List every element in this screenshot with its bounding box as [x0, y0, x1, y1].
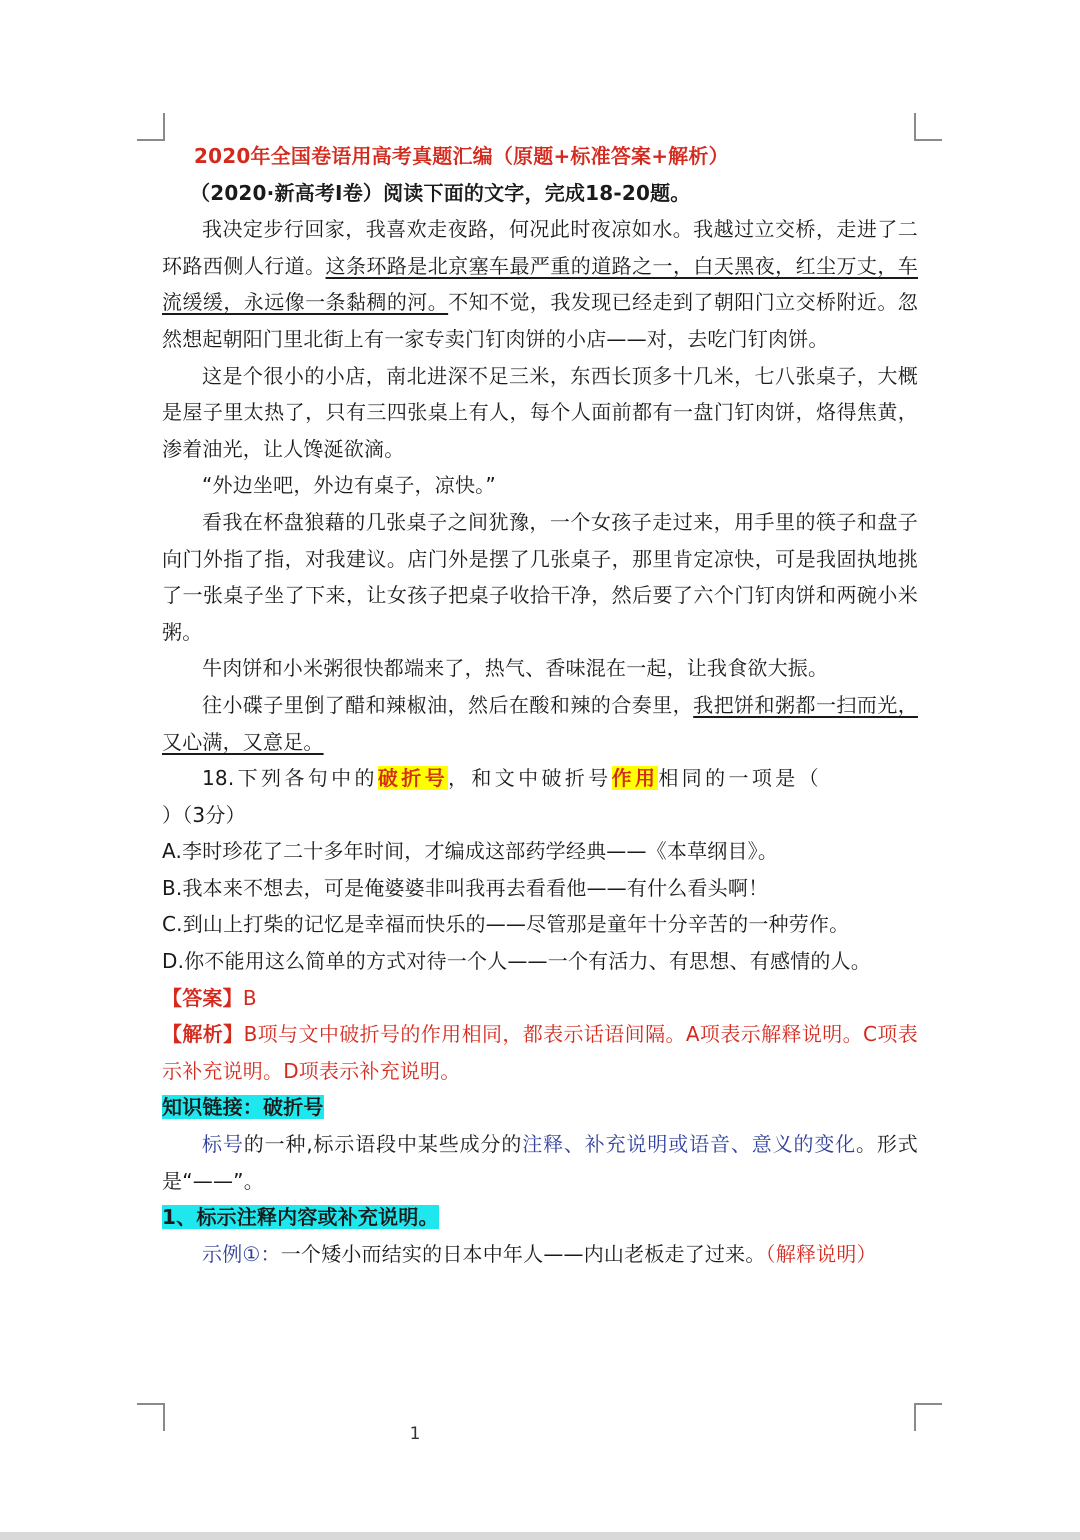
example-1 — [162, 1236, 918, 1273]
example-note: （解释说明） — [765, 1241, 877, 1266]
document-title: 2020年全国卷语用高考真题汇编（原题+标准答案+解析） — [194, 144, 729, 168]
passage-p1-text-a: 我决定步行回家，我喜欢走夜路，何况此时夜凉如水。我越过立交桥，走进了二环路西侧人行道。 — [162, 217, 918, 278]
option-a: A.李时珍花了二十多年时间，才编成这部药学经典——《本草纲目》。 — [162, 839, 779, 864]
page-bottom-edge — [0, 1532, 1080, 1540]
example-text: 一个矮小而结实的日本中年人——内山老板走了过来。 — [280, 1241, 766, 1266]
definition-term-2: 注释、补充说明或语音、意义的变化 — [522, 1132, 857, 1157]
page-number: 1 — [409, 1424, 421, 1444]
definition-text-2: 。形式是“——”。 — [162, 1132, 918, 1193]
question-18 — [162, 760, 918, 833]
passage-paragraph-1 — [162, 211, 918, 357]
passage-paragraph-5: 牛肉饼和小米粥很快都端来了，热气、香味混在一起，让我食欲大振。 — [202, 656, 829, 681]
option-d: D.你不能用这么简单的方式对待一个人——一个有活力、有思想、有感情的人。 — [162, 949, 871, 974]
passage-p1-underlined: 这条环路是北京塞车最严重的道路之一，白天黑夜，红尘万丈，车流缓缓，永远像一条黏稠的河。 — [162, 253, 918, 315]
question-highlight-2: 作用 — [611, 766, 659, 791]
document-subtitle: （2020·新高考Ⅰ卷）阅读下面的文字，完成18-20题。 — [190, 180, 691, 205]
knowledge-definition — [162, 1126, 918, 1199]
analysis-paragraph — [162, 1016, 918, 1089]
question-suffix: ）（3分） — [162, 802, 246, 827]
option-b: B.我本来不想去，可是俺婆婆非叫我再去看看他——有什么看头啊！ — [162, 875, 769, 900]
passage-p6-underlined: 我把饼和粥都一扫而光，又心满，又意足。 — [162, 692, 918, 754]
option-c: C.到山上打柴的记忆是幸福而快乐的——尽管那是童年十分辛苦的一种劳作。 — [162, 912, 850, 937]
answer-value: B — [242, 985, 257, 1010]
definition-text-1: 的一种,标示语段中某些成分的 — [243, 1132, 523, 1157]
crop-mark-bottom-left — [137, 1403, 165, 1431]
passage-paragraph-2: 这是个很小的小店，南北进深不足三米，东西长顶多十几米，七八张桌子，大概是屋子里太热了，只有三四张桌上有人，每个人面前都有一盘门钉肉饼，烙得焦黄，渗着油光，让人馋涎欲滴。 — [162, 363, 918, 461]
crop-mark-bottom-right — [914, 1403, 942, 1431]
question-prefix: 18.下列各句中的 — [202, 766, 378, 791]
passage-paragraph-3: “外边坐吧，外边有桌子，凉快。” — [202, 473, 496, 498]
passage-p1-text-b: 不知不觉，我发现已经走到了朝阳门立交桥附近。忽然想起朝阳门里北街上有一家专卖门钉肉饼的小店——对，去吃门钉肉饼。 — [162, 290, 918, 351]
crop-mark-top-left — [137, 113, 165, 141]
question-highlight-1: 破折号 — [377, 766, 448, 791]
answer-label: 【答案】 — [162, 985, 243, 1010]
answer-line — [162, 980, 918, 1017]
question-mid-1: ，和文中破折号 — [447, 766, 612, 791]
question-mid-2: 相同的一项是（ — [658, 766, 823, 791]
knowledge-heading: 知识链接：破折号 — [162, 1095, 324, 1120]
definition-term-1: 标号 — [202, 1132, 244, 1157]
crop-mark-top-right — [914, 113, 942, 141]
knowledge-point-1-line — [162, 1199, 918, 1236]
analysis-text: B项与文中破折号的作用相同，都表示话语间隔。A项表示解释说明。C项表示补充说明。D项表示补充说明。 — [162, 1022, 918, 1083]
passage-paragraph-4: 看我在杯盘狼藉的几张桌子之间犹豫，一个女孩子走过来，用手里的筷子和盘子向门外指了指，对我建议。店门外是摆了几张桌子，那里肯定凉快，可是我固执地挑了一张桌子坐了下来，让女孩子把桌子收拾干净，然后要了六个门钉肉饼和两碗小米粥。 — [162, 509, 918, 644]
passage-paragraph-6 — [162, 687, 918, 760]
document-body — [162, 138, 918, 1272]
example-label: 示例①： — [202, 1241, 281, 1266]
analysis-label: 【解析】 — [162, 1022, 244, 1047]
passage-p6-text-a: 往小碟子里倒了醋和辣椒油，然后在酸和辣的合奏里， — [202, 692, 694, 717]
knowledge-point-1: 1、标示注释内容或补充说明。 — [162, 1205, 439, 1230]
knowledge-heading-line — [162, 1089, 918, 1126]
